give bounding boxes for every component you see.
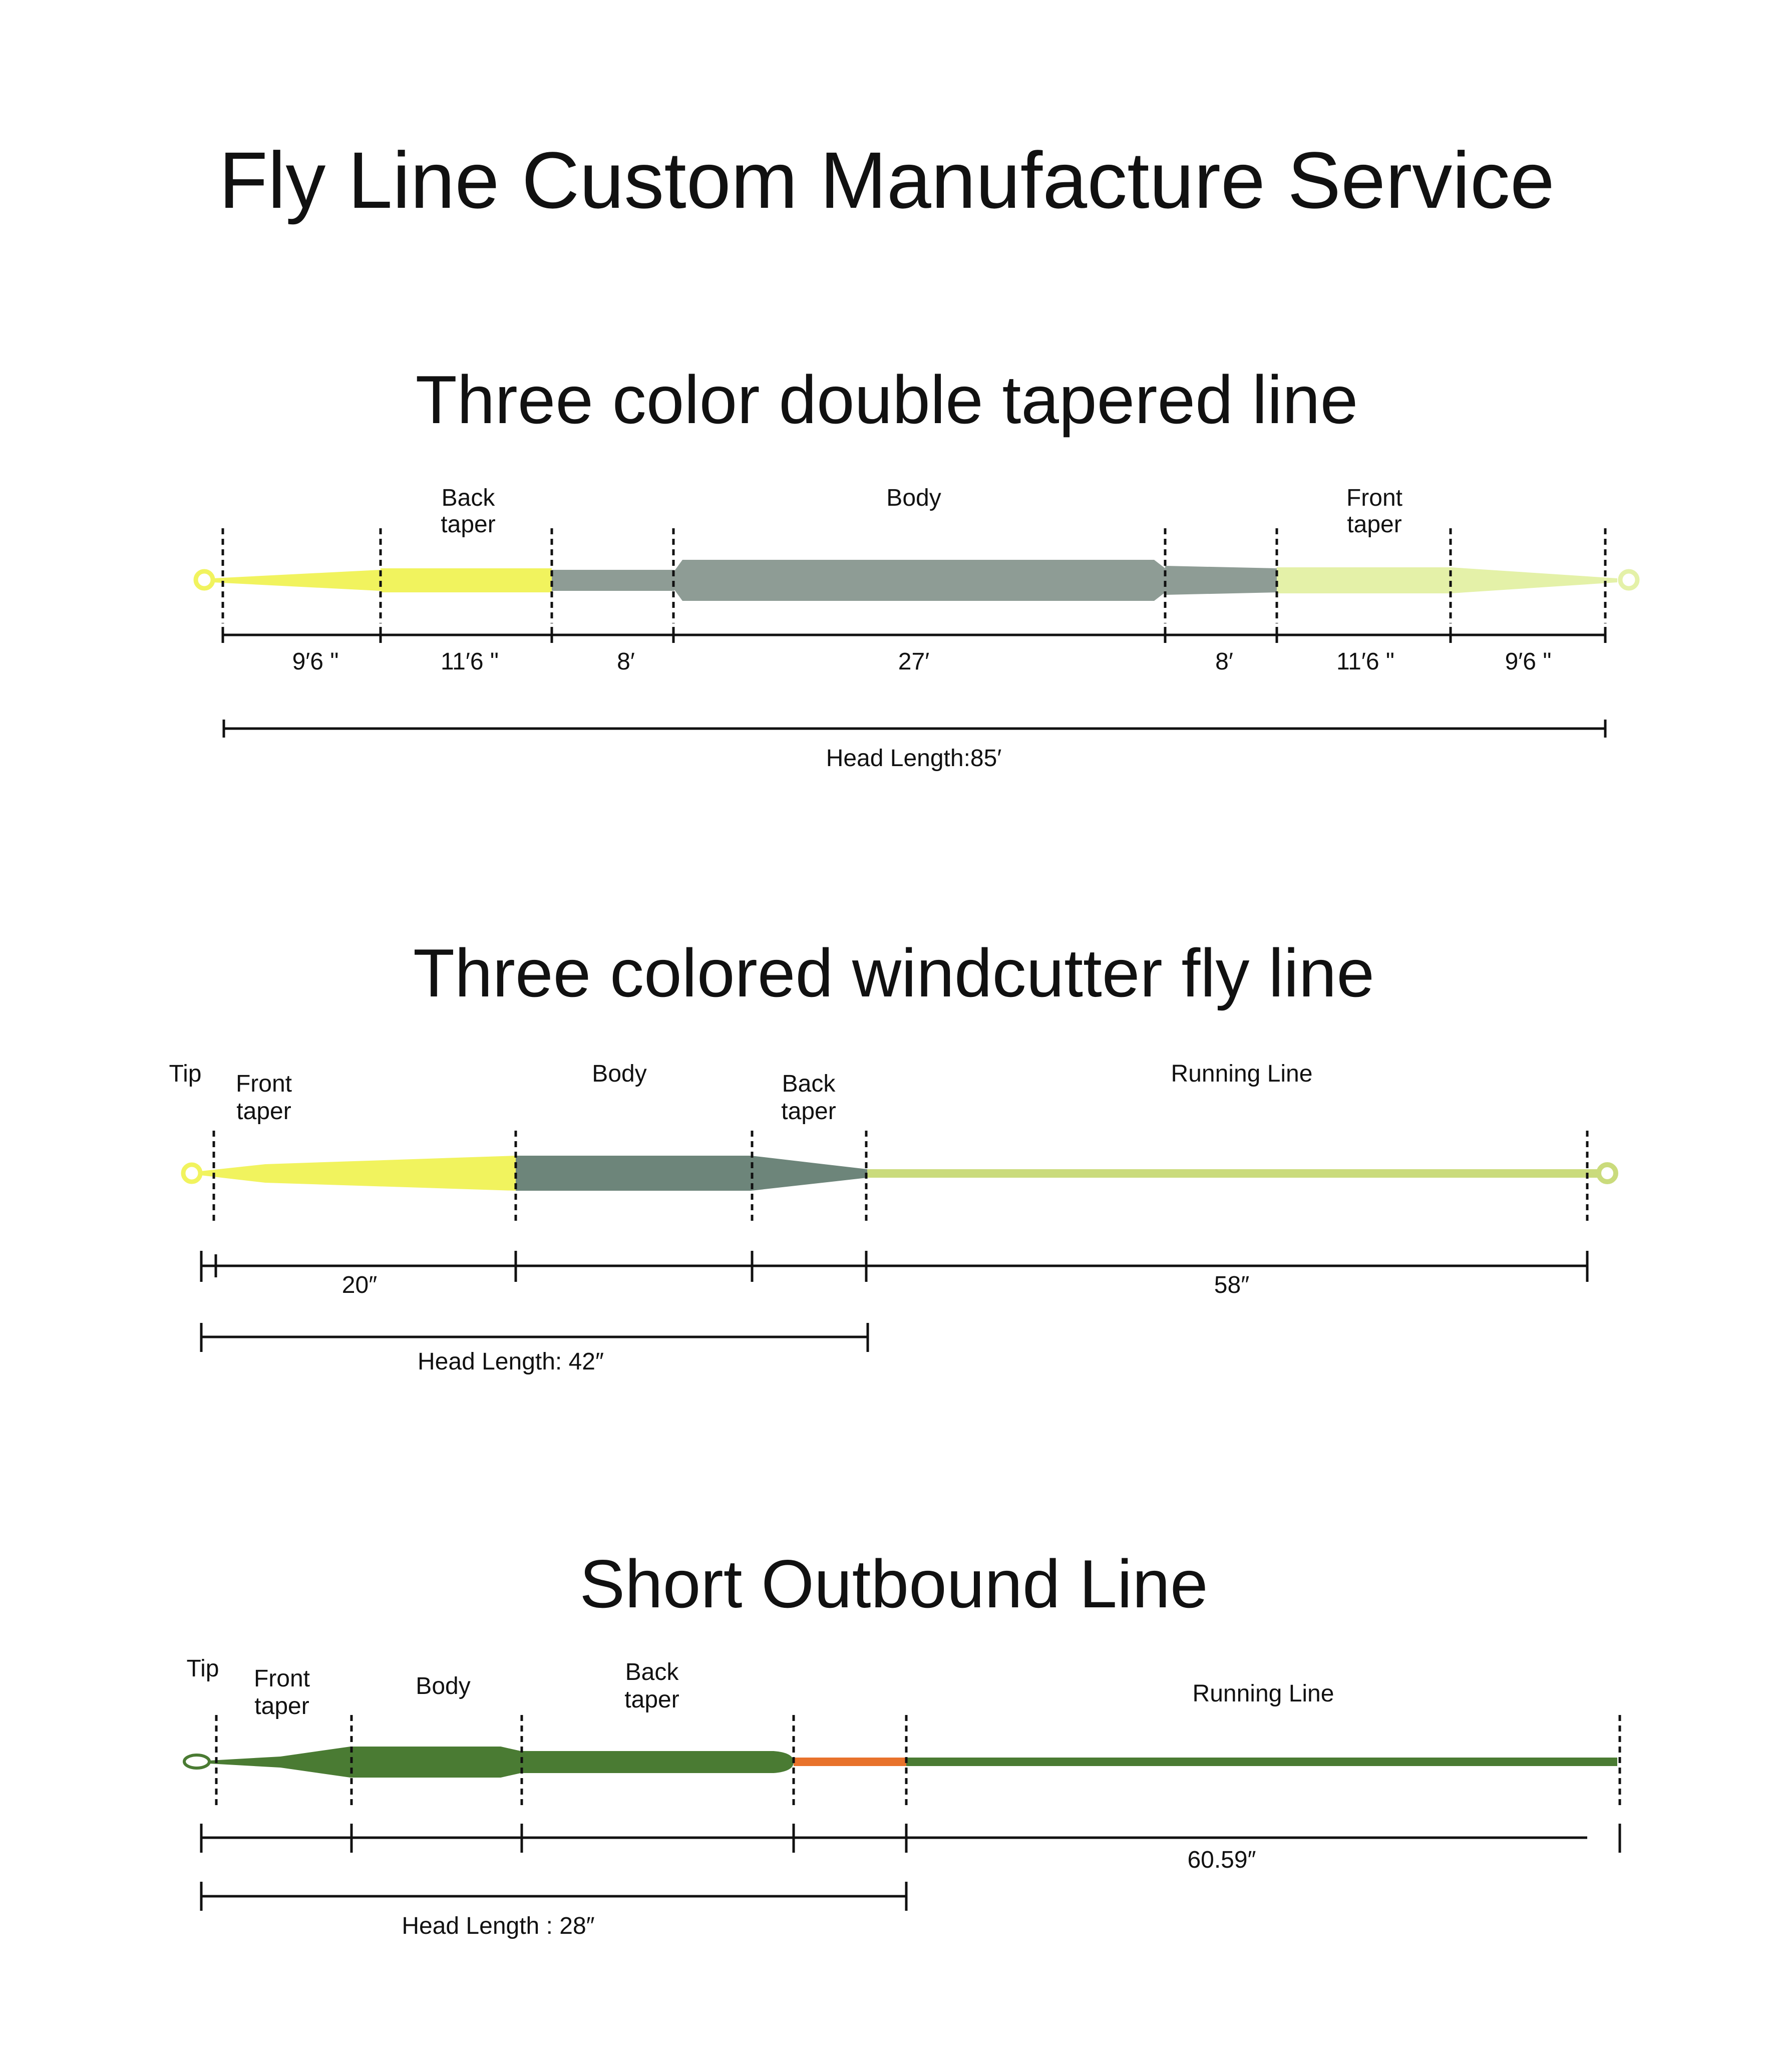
head-length-line [201, 1323, 868, 1352]
label-front-taper-l2: taper [1347, 511, 1402, 538]
dim-2: 11′6 " [441, 648, 499, 675]
label-back-taper-l2: taper [781, 1098, 836, 1125]
segment-body [674, 560, 1165, 601]
label-front-taper-l1: Front [235, 1071, 292, 1097]
segment-front-taper [1277, 567, 1451, 593]
head-length-label: Head Length:85′ [826, 745, 1002, 772]
segment-back-tip [213, 570, 381, 591]
label-running-line: Running Line [1192, 1680, 1334, 1707]
label-back-taper-l1: Back [441, 485, 495, 511]
label-front-taper-l1: Front [253, 1665, 310, 1692]
tip-loop [183, 1165, 200, 1182]
dim-head-part: 20″ [341, 1272, 378, 1298]
dim-5: 8′ [1215, 648, 1233, 675]
section-title-double-tapered: Three color double tapered line [415, 362, 1358, 438]
dim-7: 9′6 " [1505, 648, 1552, 675]
dim-running: 60.59″ [1187, 1847, 1256, 1873]
label-back-taper-l2: taper [624, 1686, 679, 1713]
head-length-line [201, 1882, 906, 1911]
segment-dimension-line [201, 1824, 1620, 1853]
diagram-double-tapered [196, 362, 1637, 772]
fly-line-shape [184, 1747, 1617, 1778]
dim-4: 27′ [898, 648, 930, 675]
segment-back-transition [552, 570, 674, 591]
back-loop [196, 571, 213, 588]
label-front-taper-l2: taper [236, 1098, 291, 1125]
segment-front-transition [1165, 566, 1277, 595]
segment-back-taper [521, 1751, 794, 1773]
segment-running-line [867, 1169, 1601, 1178]
section-title-short-outbound: Short Outbound Line [579, 1546, 1208, 1622]
fly-line-shape [196, 560, 1637, 601]
tip-loop [184, 1755, 209, 1768]
label-body: Body [886, 485, 941, 511]
running-loop [1599, 1165, 1616, 1182]
section-title-windcutter: Three colored windcutter fly line [413, 935, 1375, 1011]
label-back-taper-l2: taper [441, 511, 496, 538]
label-tip: Tip [186, 1655, 219, 1682]
segment-transition [794, 1758, 906, 1766]
dim-running: 58″ [1214, 1272, 1250, 1298]
segment-front-taper-body [209, 1747, 521, 1778]
segment-running-line [906, 1758, 1617, 1766]
segment-front-tip [1451, 567, 1617, 593]
segment-back-taper [381, 568, 552, 592]
head-length-label: Head Length : 28″ [402, 1913, 595, 1939]
label-running-line: Running Line [1171, 1061, 1313, 1087]
dim-3: 8′ [617, 648, 635, 675]
label-front-taper-l2: taper [254, 1693, 309, 1719]
dim-6: 11′6 " [1336, 648, 1394, 675]
label-body: Body [592, 1061, 647, 1087]
label-body: Body [416, 1673, 471, 1699]
diagram-windcutter [169, 935, 1616, 1375]
fly-line-shape [183, 1156, 1616, 1191]
head-length-line [224, 720, 1605, 738]
front-loop [1620, 571, 1637, 588]
segment-front-taper [200, 1156, 516, 1191]
head-length-label: Head Length: 42″ [418, 1348, 604, 1375]
label-back-taper-l1: Back [782, 1071, 836, 1097]
dim-1: 9′6 " [292, 648, 339, 675]
diagram-short-outbound [184, 1546, 1620, 1939]
label-front-taper-l1: Front [1346, 485, 1403, 511]
label-back-taper-l1: Back [625, 1659, 679, 1685]
label-tip: Tip [169, 1061, 202, 1087]
segment-dimension-line [201, 1251, 1587, 1282]
segment-body-back-taper [516, 1156, 867, 1191]
segment-dimension-line [223, 627, 1605, 643]
page-title: Fly Line Custom Manufacture Service [219, 135, 1555, 225]
